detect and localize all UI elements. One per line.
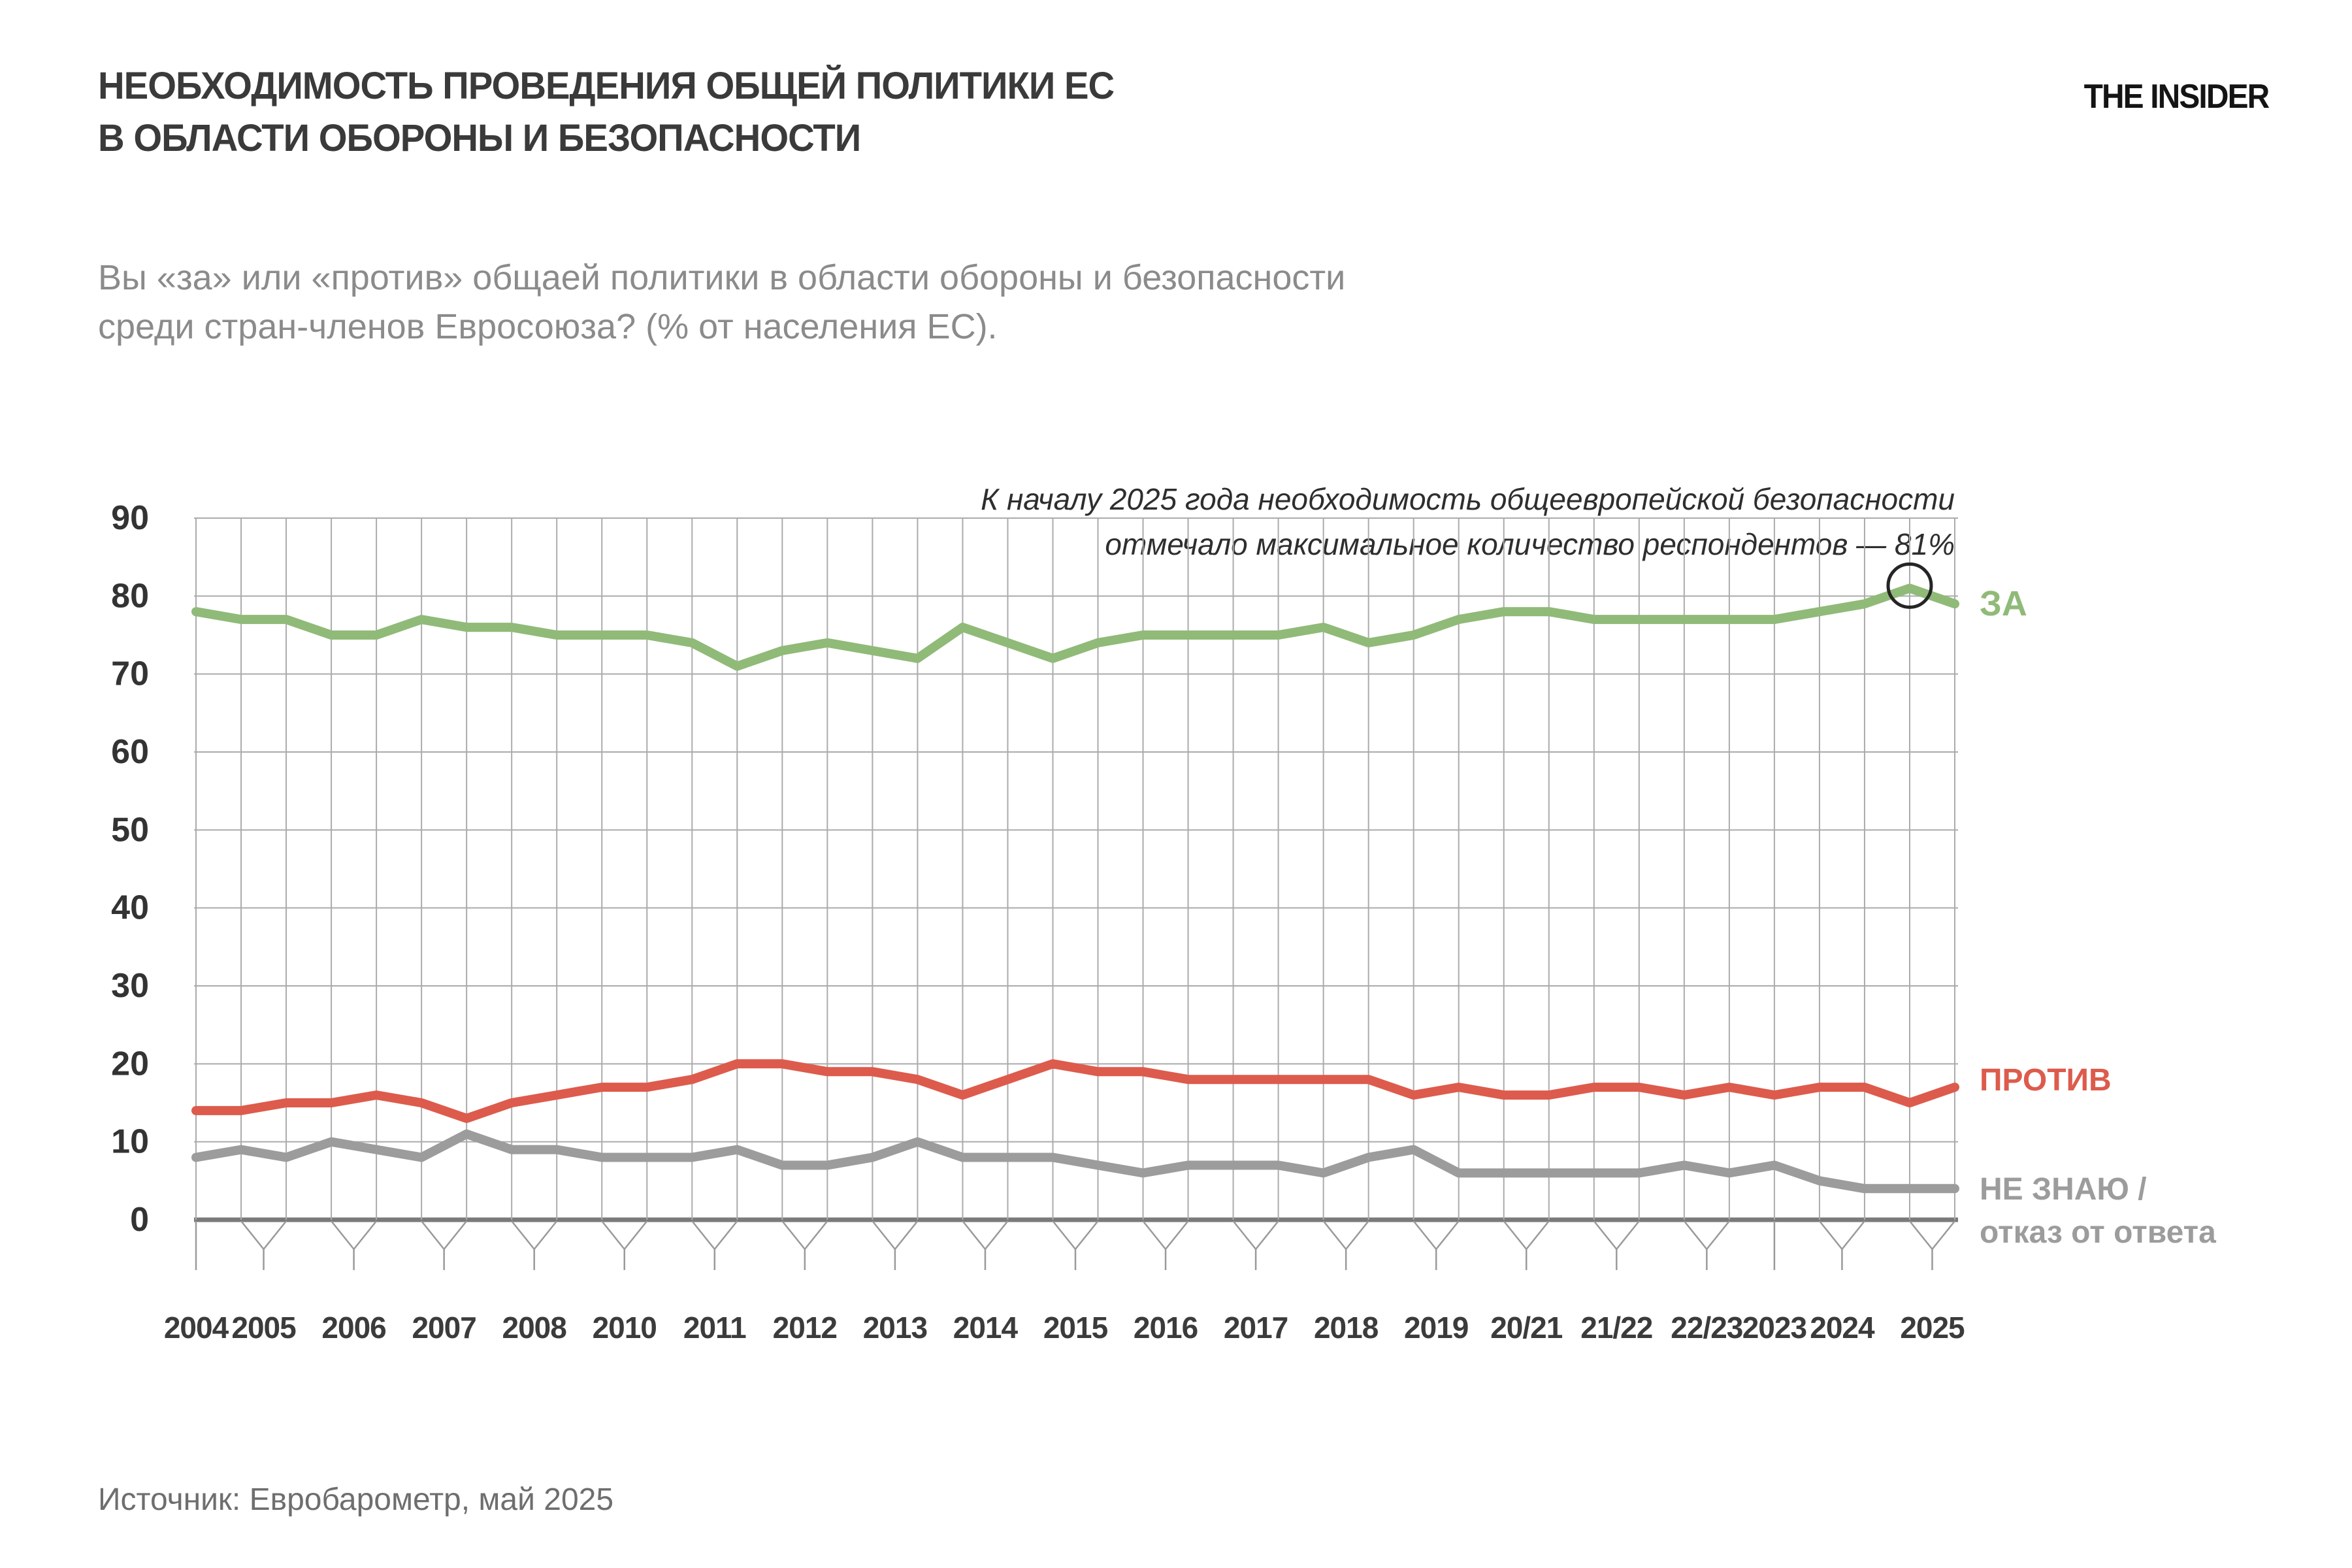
subtitle-line2: среди стран-членов Евросоюза? (% от населения ЕС). [98,306,998,346]
svg-text:80: 80 [111,577,149,615]
chart-annotation-line2: отмечало максимальное количество респондентов — 81% [1105,527,1955,561]
svg-text:70: 70 [111,655,149,693]
svg-text:60: 60 [111,733,149,771]
svg-text:2011: 2011 [683,1311,746,1345]
page-title-line1: НЕОБХОДИМОСТЬ ПРОВЕДЕНИЯ ОБЩЕЙ ПОЛИТИКИ ЕС [98,65,1115,107]
series-label-protiv [1980,1062,2112,1098]
series-label-za-text: ЗА [1980,584,2027,623]
svg-text:2006: 2006 [321,1311,386,1345]
series-label-neznayu-line2: отказ от ответа [1980,1215,2216,1250]
svg-text:2018: 2018 [1313,1311,1379,1345]
source-note: Источник: Евробарометр, май 2025 [98,1482,614,1517]
series-label-neznayu [1980,1168,2216,1254]
svg-text:21/22: 21/22 [1580,1311,1653,1345]
chart-annotation-line1: К началу 2025 года необходимость общеевропейской безопасности [981,482,1955,516]
svg-text:2008: 2008 [502,1311,566,1345]
series-label-za [1980,583,2027,624]
svg-text:2010: 2010 [592,1311,657,1345]
svg-text:2019: 2019 [1404,1311,1469,1345]
svg-text:2025: 2025 [1900,1311,1965,1345]
svg-text:2012: 2012 [772,1311,838,1345]
svg-text:2015: 2015 [1043,1311,1108,1345]
svg-text:2024: 2024 [1810,1311,1874,1345]
svg-text:2007: 2007 [412,1311,476,1345]
logo: THE INSIDER [2083,78,2268,116]
svg-text:30: 30 [111,967,149,1005]
svg-text:90: 90 [111,499,149,537]
svg-text:2004: 2004 [163,1311,229,1345]
svg-text:2013: 2013 [862,1311,928,1345]
svg-text:0: 0 [130,1201,149,1239]
svg-text:20/21: 20/21 [1490,1311,1563,1345]
series-label-neznayu-line1: НЕ ЗНАЮ / [1980,1172,2147,1207]
svg-text:10: 10 [111,1122,149,1161]
svg-text:2005: 2005 [231,1311,296,1345]
svg-text:2023: 2023 [1742,1311,1807,1345]
svg-text:2016: 2016 [1133,1311,1198,1345]
svg-text:2017: 2017 [1223,1311,1288,1345]
svg-text:50: 50 [111,811,149,849]
svg-text:2014: 2014 [953,1311,1018,1345]
subtitle-line1: Вы «за» или «против» общаей политики в области обороны и безопасности [98,258,1346,297]
page-title-line2: В ОБЛАСТИ ОБОРОНЫ И БЕЗОПАСНОСТИ [98,117,861,160]
svg-text:22/23: 22/23 [1671,1311,1743,1345]
series-label-protiv-text: ПРОТИВ [1980,1063,2112,1098]
svg-text:20: 20 [111,1045,149,1083]
svg-text:40: 40 [111,889,149,927]
